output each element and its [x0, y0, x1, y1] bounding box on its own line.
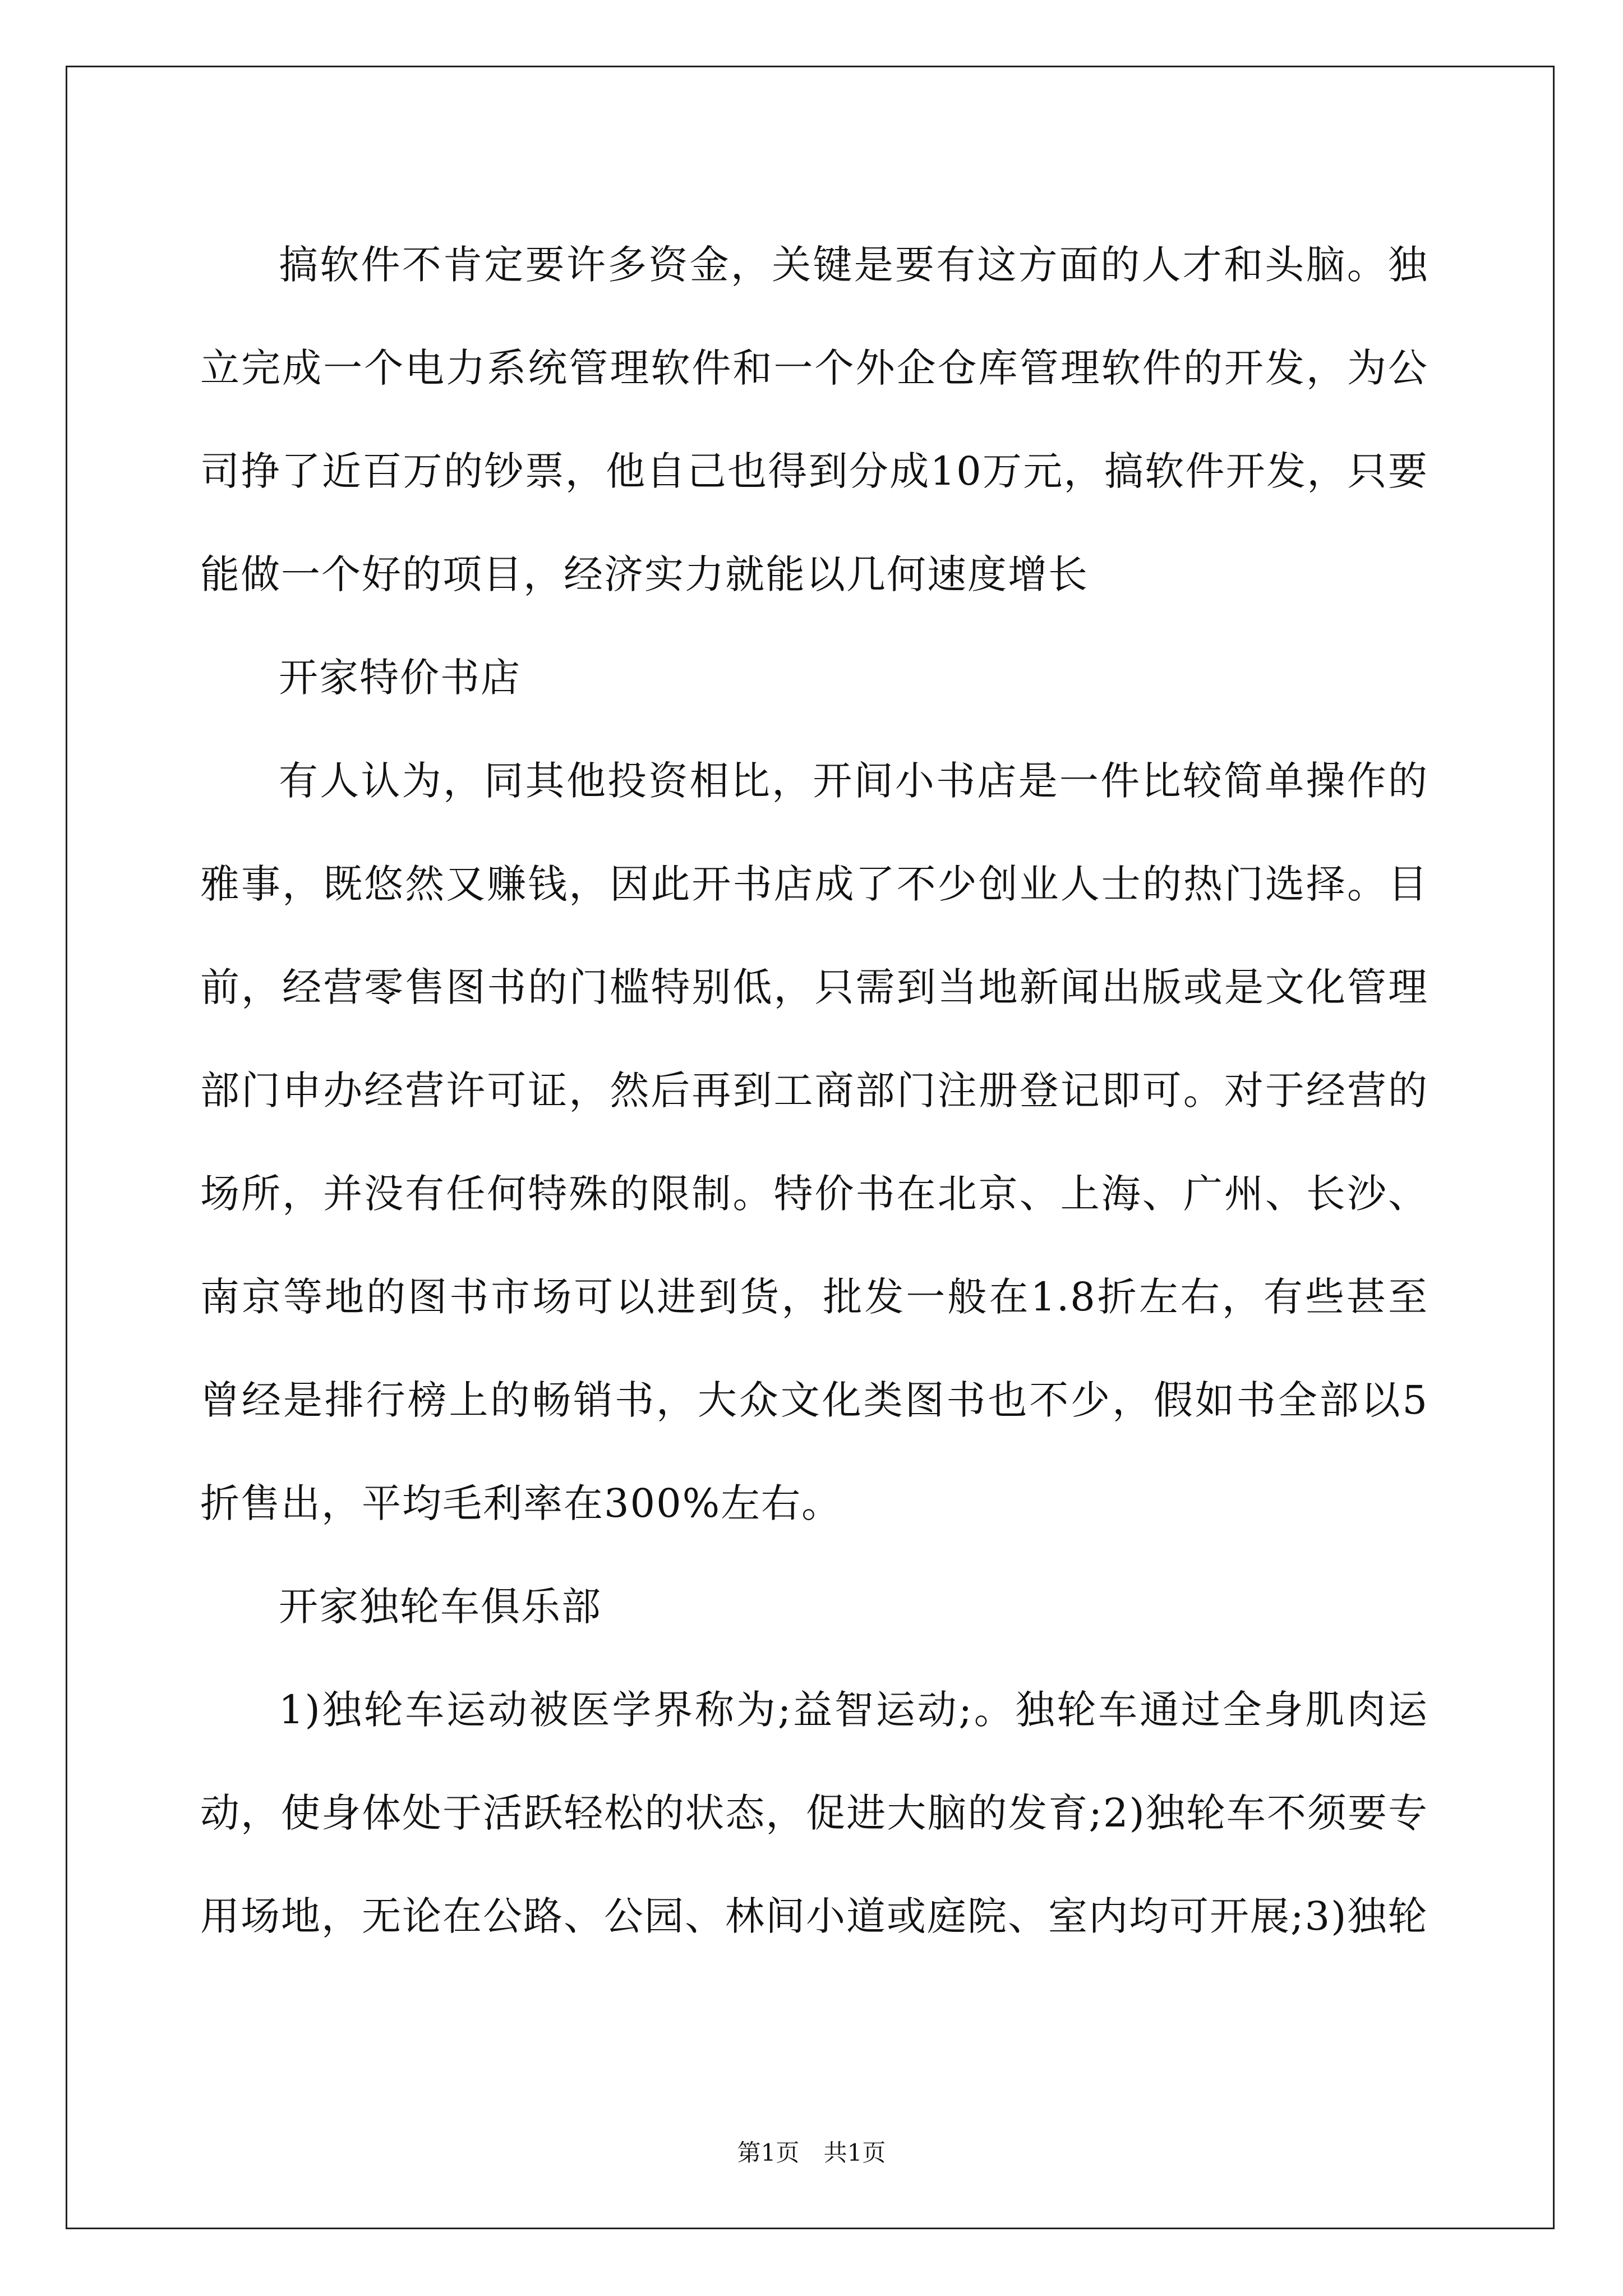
heading-unicycle-club: 开家独轮车俱乐部 — [279, 1584, 602, 1630]
document-body — [200, 213, 1428, 1968]
paragraph-bookstore: 有人认为，同其他投资相比，开间小书店是一件比较简单操作的雅事，既悠然又赚钱，因此开书店成了不少创业人士的热门选择。目前，经营零售图书的门槛特别低，只需到当地新闻出版或是文化管理部门申办经营许可证，然后再到工商部门注册登记即可。对于经营的场所，并没有任何特殊的限制。特价书在北京、上海、广州、长沙、南京等地的图书市场可以进到货，批发一般在1.8折左右，有些甚至曾经是排行榜上的畅销书，大众文化类图书也不少，假如书全部以5折售出，平均毛利率在300%左右。 — [200, 758, 1428, 1526]
paragraph-unicycle: 1)独轮车运动被医学界称为;益智运动;。独轮车通过全身肌肉运动，使身体处于活跃轻松的状态，促进大脑的发育;2)独轮车不须要专用场地，无论在公路、公园、林间小道或庭院、室内均可开展;3)独轮 — [200, 1687, 1428, 1939]
page-number-footer: 第1页 共1页 — [737, 2139, 886, 2166]
paragraph-software: 搞软件不肯定要许多资金，关键是要有这方面的人才和头脑。独立完成一个电力系统管理软件和一个外企仓库管理软件的开发，为公司挣了近百万的钞票，他自己也得到分成10万元，搞软件开发，只要能做一个好的项目，经济实力就能以几何速度增长 — [200, 242, 1428, 597]
heading-bookstore: 开家特价书店 — [279, 655, 521, 701]
